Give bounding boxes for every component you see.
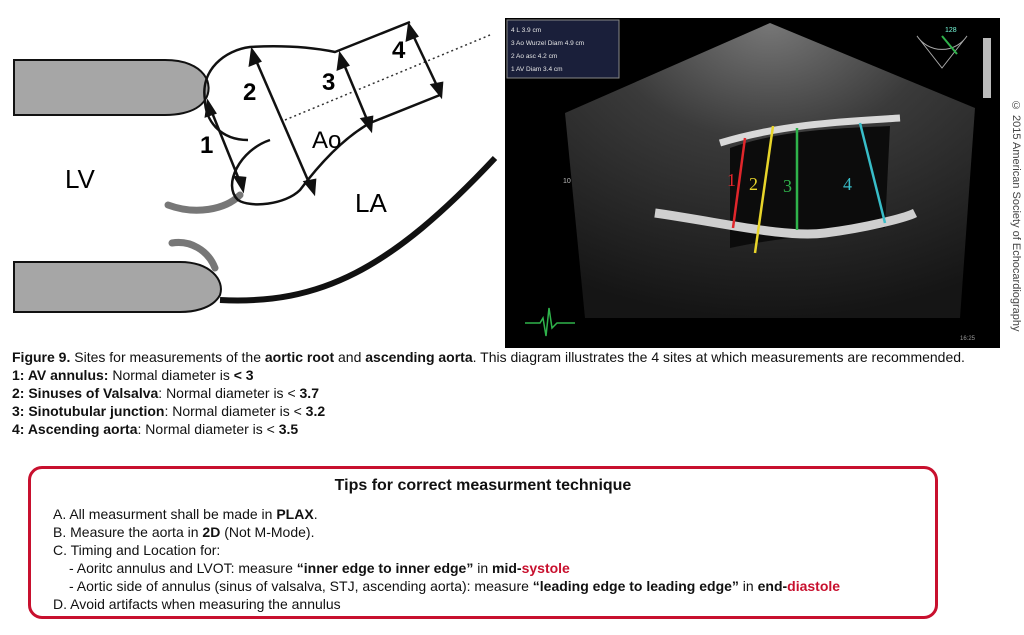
- caption-text: Sites for measurements of the: [70, 349, 265, 365]
- overlay-number-2: 2: [749, 174, 758, 194]
- criterion-text: : Normal diameter is <: [158, 385, 300, 401]
- tip-red-term: systole: [521, 560, 570, 576]
- time-label: 16:25: [960, 336, 976, 342]
- criterion-value: < 3: [233, 367, 254, 383]
- arrowhead-4b: [432, 83, 442, 96]
- tip-text: - Aoritc annulus and LVOT: measure: [69, 560, 297, 576]
- arrow-4: [412, 33, 438, 88]
- tip-b: [53, 523, 913, 541]
- tip-d: D. Avoid artifacts when measuring the annulus: [53, 596, 341, 612]
- measurement-row: 3 Ao Wurzel Diam 4.9 cm: [511, 40, 585, 47]
- tip-text: (Not M-Mode).: [220, 524, 315, 540]
- figure-label: Figure 9.: [12, 349, 71, 365]
- la-posterior-wall: [220, 158, 495, 300]
- overlay-number-1: 1: [727, 170, 736, 190]
- tip-c: C. Timing and Location for:: [53, 542, 221, 558]
- septum-shape: [14, 60, 209, 115]
- measurement-row: 2 Ao asc 4.2 cm: [511, 53, 558, 60]
- tip-text: in: [738, 578, 758, 594]
- arrowhead-1a: [206, 102, 215, 116]
- arrowhead-1b: [235, 177, 245, 190]
- tip-bold: PLAX: [276, 506, 314, 522]
- tip-red-term: diastole: [787, 578, 841, 594]
- criterion-row: [12, 366, 1012, 384]
- criterion-label: 2: Sinuses of Valsalva: [12, 385, 159, 401]
- criterion-value: 3.5: [278, 421, 299, 437]
- caption-paragraph: [12, 348, 1012, 366]
- sector-angle-label: 128: [945, 27, 957, 34]
- caption-term: ascending aorta: [365, 349, 473, 365]
- criterion-label: 3: Sinotubular junction: [12, 403, 165, 419]
- criterion-text: Normal diameter is: [108, 367, 234, 383]
- lv-label: LV: [65, 164, 95, 194]
- sector-orientation-icon: [917, 36, 967, 68]
- tip-bold: “inner edge to inner edge”: [296, 560, 474, 576]
- caption-term: aortic root: [264, 349, 335, 365]
- tip-text: - Aortic side of annulus (sinus of valsalva, STJ, ascending aorta): measure: [69, 578, 533, 594]
- criterion-row: [12, 384, 1012, 402]
- tip-bold: end-: [757, 578, 788, 594]
- arrow-1: [211, 110, 240, 182]
- sector-orientation-needle: [942, 36, 957, 54]
- tip-text: A. All measurment shall be made in: [53, 506, 277, 522]
- ecg-trace: [525, 308, 575, 336]
- criterion-row: [12, 402, 1012, 420]
- tip-c1: [53, 559, 913, 577]
- criterion-row: [12, 420, 1012, 438]
- overlay-number-4: 4: [843, 174, 852, 194]
- arrowhead-4a: [407, 25, 417, 40]
- tip-text: .: [313, 506, 318, 522]
- tips-box: [28, 466, 938, 619]
- caption-text: and: [334, 349, 366, 365]
- measurement-row: 1 AV Diam 3.4 cm: [511, 66, 563, 73]
- figure-caption: [12, 348, 1012, 438]
- criterion-label: 1: AV annulus:: [12, 367, 109, 383]
- criterion-text: : Normal diameter is <: [164, 403, 306, 419]
- site-number-1: 1: [200, 132, 214, 159]
- tip-bold: mid-: [492, 560, 522, 576]
- criterion-value: 3.7: [299, 385, 319, 401]
- arrow-2: [255, 58, 310, 185]
- criterion-label: 4: Ascending aorta: [12, 421, 138, 437]
- copyright-notice: © 2015 American Society of Echocardiography: [1010, 100, 1022, 332]
- ao-label: Ao: [312, 127, 342, 154]
- grayscale-bar: [983, 38, 991, 98]
- site-number-4: 4: [392, 37, 406, 64]
- aortic-root-diagram: [0, 0, 500, 330]
- anterior-mitral-leaflet: [168, 195, 240, 210]
- depth-label: 10: [563, 178, 571, 185]
- tips-title: Tips for correct measurment technique: [334, 477, 632, 494]
- tip-bold: “leading edge to leading edge”: [532, 578, 739, 594]
- overlay-number-3: 3: [783, 176, 792, 196]
- arrow-3: [343, 62, 368, 122]
- criterion-text: : Normal diameter is <: [137, 421, 279, 437]
- tip-c2: [53, 577, 913, 595]
- tip-text: B. Measure the aorta in: [53, 524, 203, 540]
- tip-bold: 2D: [202, 524, 221, 540]
- la-label: LA: [355, 188, 387, 218]
- site-number-2: 2: [243, 79, 257, 106]
- tip-a: [53, 505, 913, 523]
- caption-text: . This diagram illustrates the 4 sites at which measurements are recommended.: [472, 349, 965, 365]
- site-number-3: 3: [322, 69, 336, 96]
- arrowhead-2a: [250, 50, 260, 65]
- criterion-value: 3.2: [305, 403, 326, 419]
- echocardiogram-image: [505, 18, 1000, 348]
- arrowhead-3a: [338, 54, 348, 69]
- posterior-wall-shape: [14, 262, 221, 312]
- measurement-row: 4 L 3.9 cm: [511, 27, 542, 34]
- tip-text: in: [473, 560, 493, 576]
- arrowhead-2b: [305, 180, 315, 193]
